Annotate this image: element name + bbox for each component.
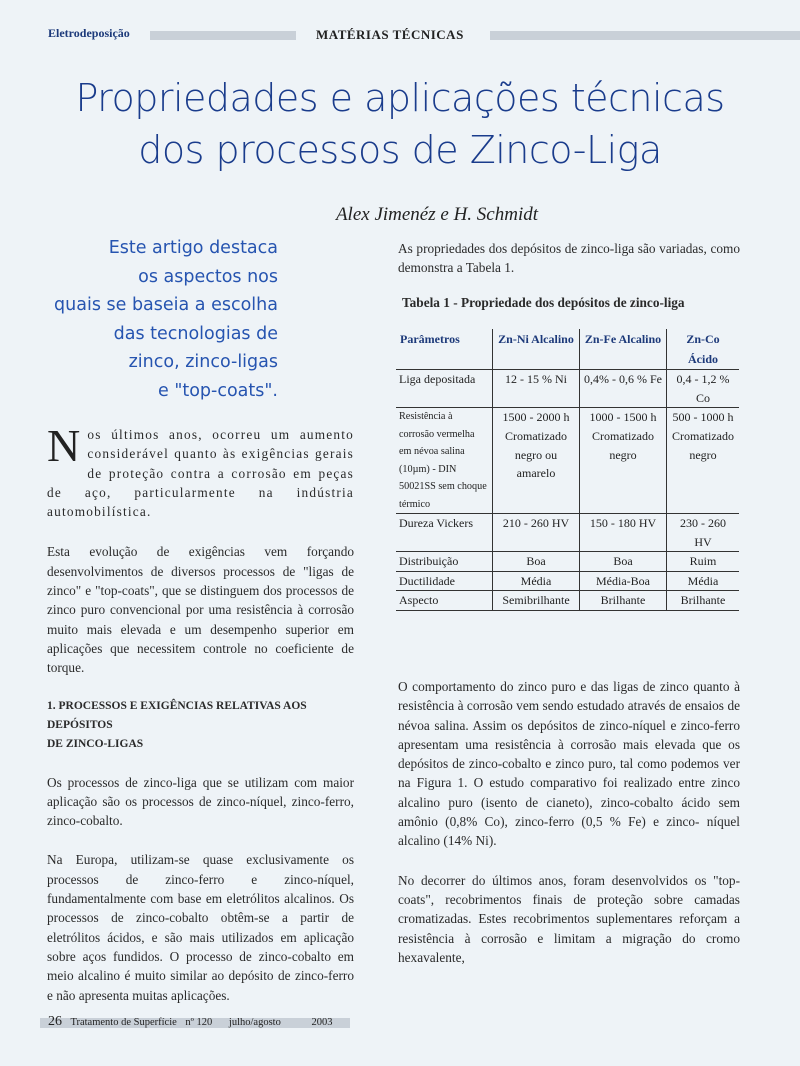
section-heading-line: 1. PROCESSOS E EXIGÊNCIAS RELATIVAS AOS DEPÓSITOS: [47, 699, 307, 731]
header-rule-left: [150, 31, 296, 40]
table-cell: Liga depositada: [396, 370, 493, 408]
paragraph-intro: [47, 420, 354, 521]
table-cell: 0,4% - 0,6 % Fe: [580, 370, 667, 408]
table-row: [396, 370, 739, 408]
pull-quote: [40, 234, 278, 405]
table-cell: Média: [667, 571, 740, 591]
table-cell: 230 - 260 HV: [667, 514, 740, 552]
issue-year: 2003: [311, 1017, 333, 1028]
table-cell: Semibrilhante: [493, 591, 580, 611]
table-title: Tabela 1 - Propriedade dos depósitos de zinco-liga: [402, 295, 685, 310]
issue-months: julho/agosto: [228, 1017, 281, 1028]
table-cell: Boa: [493, 552, 580, 572]
table-cell: 0,4 - 1,2 % Co: [667, 370, 740, 408]
drop-cap: N: [47, 420, 82, 471]
paragraph: Esta evolução de exigências vem forçando desenvolvimentos de diversos processos de "ligas de zinco" e "top-coats", que se distinguem dos processos de zinco puro convencional por uma resistência à corrosão muito mais elevada e um desempenho superior em aplicações que necessitem controle no coeficiente de torque.: [47, 544, 354, 676]
table-cell: 1500 - 2000 h: [493, 408, 580, 428]
table-cell: 1000 - 1500 h: [580, 408, 667, 428]
pull-quote-line: os aspectos nos: [138, 266, 278, 287]
table-cell: Ductilidade: [396, 571, 493, 591]
table-header: Parâmetros: [396, 329, 493, 370]
table-row: [396, 408, 739, 428]
paragraph: As propriedades dos depósitos de zinco-liga são variadas, como demonstra a Tabela 1.: [398, 241, 740, 276]
table-cell: Média: [493, 571, 580, 591]
section-label: Eletrodeposição: [48, 26, 130, 40]
title-line-1: Propriedades e aplicações técnicas: [75, 76, 725, 120]
authors: Alex Jimenéz e H. Schmidt: [335, 204, 538, 225]
right-column-intro: [398, 239, 740, 278]
table-header: Zn-Ni Alcalino: [493, 329, 580, 370]
section-heading: [47, 697, 354, 754]
table-cell: Brilhante: [580, 591, 667, 611]
issue-number: nº 120: [185, 1017, 213, 1028]
pull-quote-line: e "top-coats".: [157, 380, 278, 401]
table-cell: 500 - 1000 h: [667, 408, 740, 428]
paragraph: No decorrer do últimos anos, foram desenvolvidos os "top-coats", recobrimentos finais de proteção sobre camadas cromatizadas. Estes recobrimentos suplementares reforçam a resistência à corrosão e limitam a migração do cromo hexavalente,: [398, 872, 740, 965]
paragraph: Na Europa, utilizam-se quase exclusivamente os processos de zinco-ferro e zinco-níquel, fundamentalmente com base em eletrólitos alcalinos. Os processos de zinco-cobalto obtêm-se a partir de eletrólitos ácidos, e são mais utilizados em aplicação sobre aços fundidos. O processo de zinco-cobalto em meio alcalino é muito similar ao depósito de zinco-ferro e não apresenta muitas aplicações.: [47, 852, 354, 1003]
table-row: [396, 571, 739, 591]
left-column: [47, 420, 354, 1005]
table-row: [396, 591, 739, 611]
table-cell: Resistência à corrosão vermelha em névoa salina (10µm) - DIN 50021SS sem choque térmico: [396, 408, 493, 514]
table-cell: Aspecto: [396, 591, 493, 611]
table-header: Zn-Fe Alcalino: [580, 329, 667, 370]
table-cell: 12 - 15 % Ni: [493, 370, 580, 408]
header-rule-right: [490, 31, 800, 40]
pull-quote-line: Este artigo destaca: [108, 238, 278, 258]
category-label: MATÉRIAS TÉCNICAS: [316, 27, 464, 42]
table-cell: Cromatizado negro: [580, 427, 667, 513]
article-title: [30, 72, 770, 176]
table-row: [396, 514, 739, 552]
paragraph-text: os últimos anos, ocorreu um aumento considerável quanto às exigências gerais de proteção contra a corrosão em peças de aço, particularmente na indústria automobilística.: [47, 427, 354, 520]
table-header: Zn-Co Ácido: [686, 332, 720, 366]
pull-quote-line: das tecnologias de: [113, 323, 278, 344]
section-heading-line: DE ZINCO-LIGAS: [47, 737, 144, 750]
pull-quote-line: zinco, zinco-ligas: [128, 352, 278, 372]
footer: [48, 1014, 332, 1030]
paragraph: Os processos de zinco-liga que se utilizam com maior aplicação são os processos de zinco-níquel, zinco-ferro, zinco-cobalto.: [47, 774, 354, 829]
table-row: [396, 552, 739, 572]
table-cell: Média-Boa: [580, 571, 667, 591]
properties-table: [396, 329, 739, 611]
page-number: 26: [48, 1014, 62, 1029]
right-column-body: [398, 677, 740, 967]
publication-name: Tratamento de Superfície: [70, 1017, 177, 1028]
table-cell: Cromatizado negro: [672, 429, 734, 462]
paragraph: O comportamento do zinco puro e das ligas de zinco quanto à resistência à corrosão vem sendo estudado através de ensaios de névoa salina. Assim os depósitos de zinco-níquel e zinco-ferro apresentam uma resistência à corrosão mais elevada que os depósitos de zinco-cobalto e zinco puro, tal como podemos ver na Figura 1. O estudo comparativo foi realizado entre zinco alcalino puro (isento de cianeto), zinco-cobalto ácido sem amônio (0,8% Co), zinco-ferro (0,5 % Fe) e zinco- níquel alcalino (14% Ni).: [398, 679, 740, 849]
table-cell: Dureza Vickers: [396, 514, 493, 552]
title-line-2: dos processos de Zinco-Liga: [138, 128, 662, 172]
table-cell: 150 - 180 HV: [580, 514, 667, 552]
table-cell: Brilhante: [667, 591, 740, 611]
table-cell: 210 - 260 HV: [493, 514, 580, 552]
table-cell: Ruim: [667, 552, 740, 572]
table-header-row: [396, 329, 739, 370]
pull-quote-line: quais se baseia a escolha: [54, 295, 278, 315]
table-cell: Distribuição: [396, 552, 493, 572]
table-cell: Boa: [580, 552, 667, 572]
table-cell: Cromatizado negro ou amarelo: [493, 427, 580, 513]
